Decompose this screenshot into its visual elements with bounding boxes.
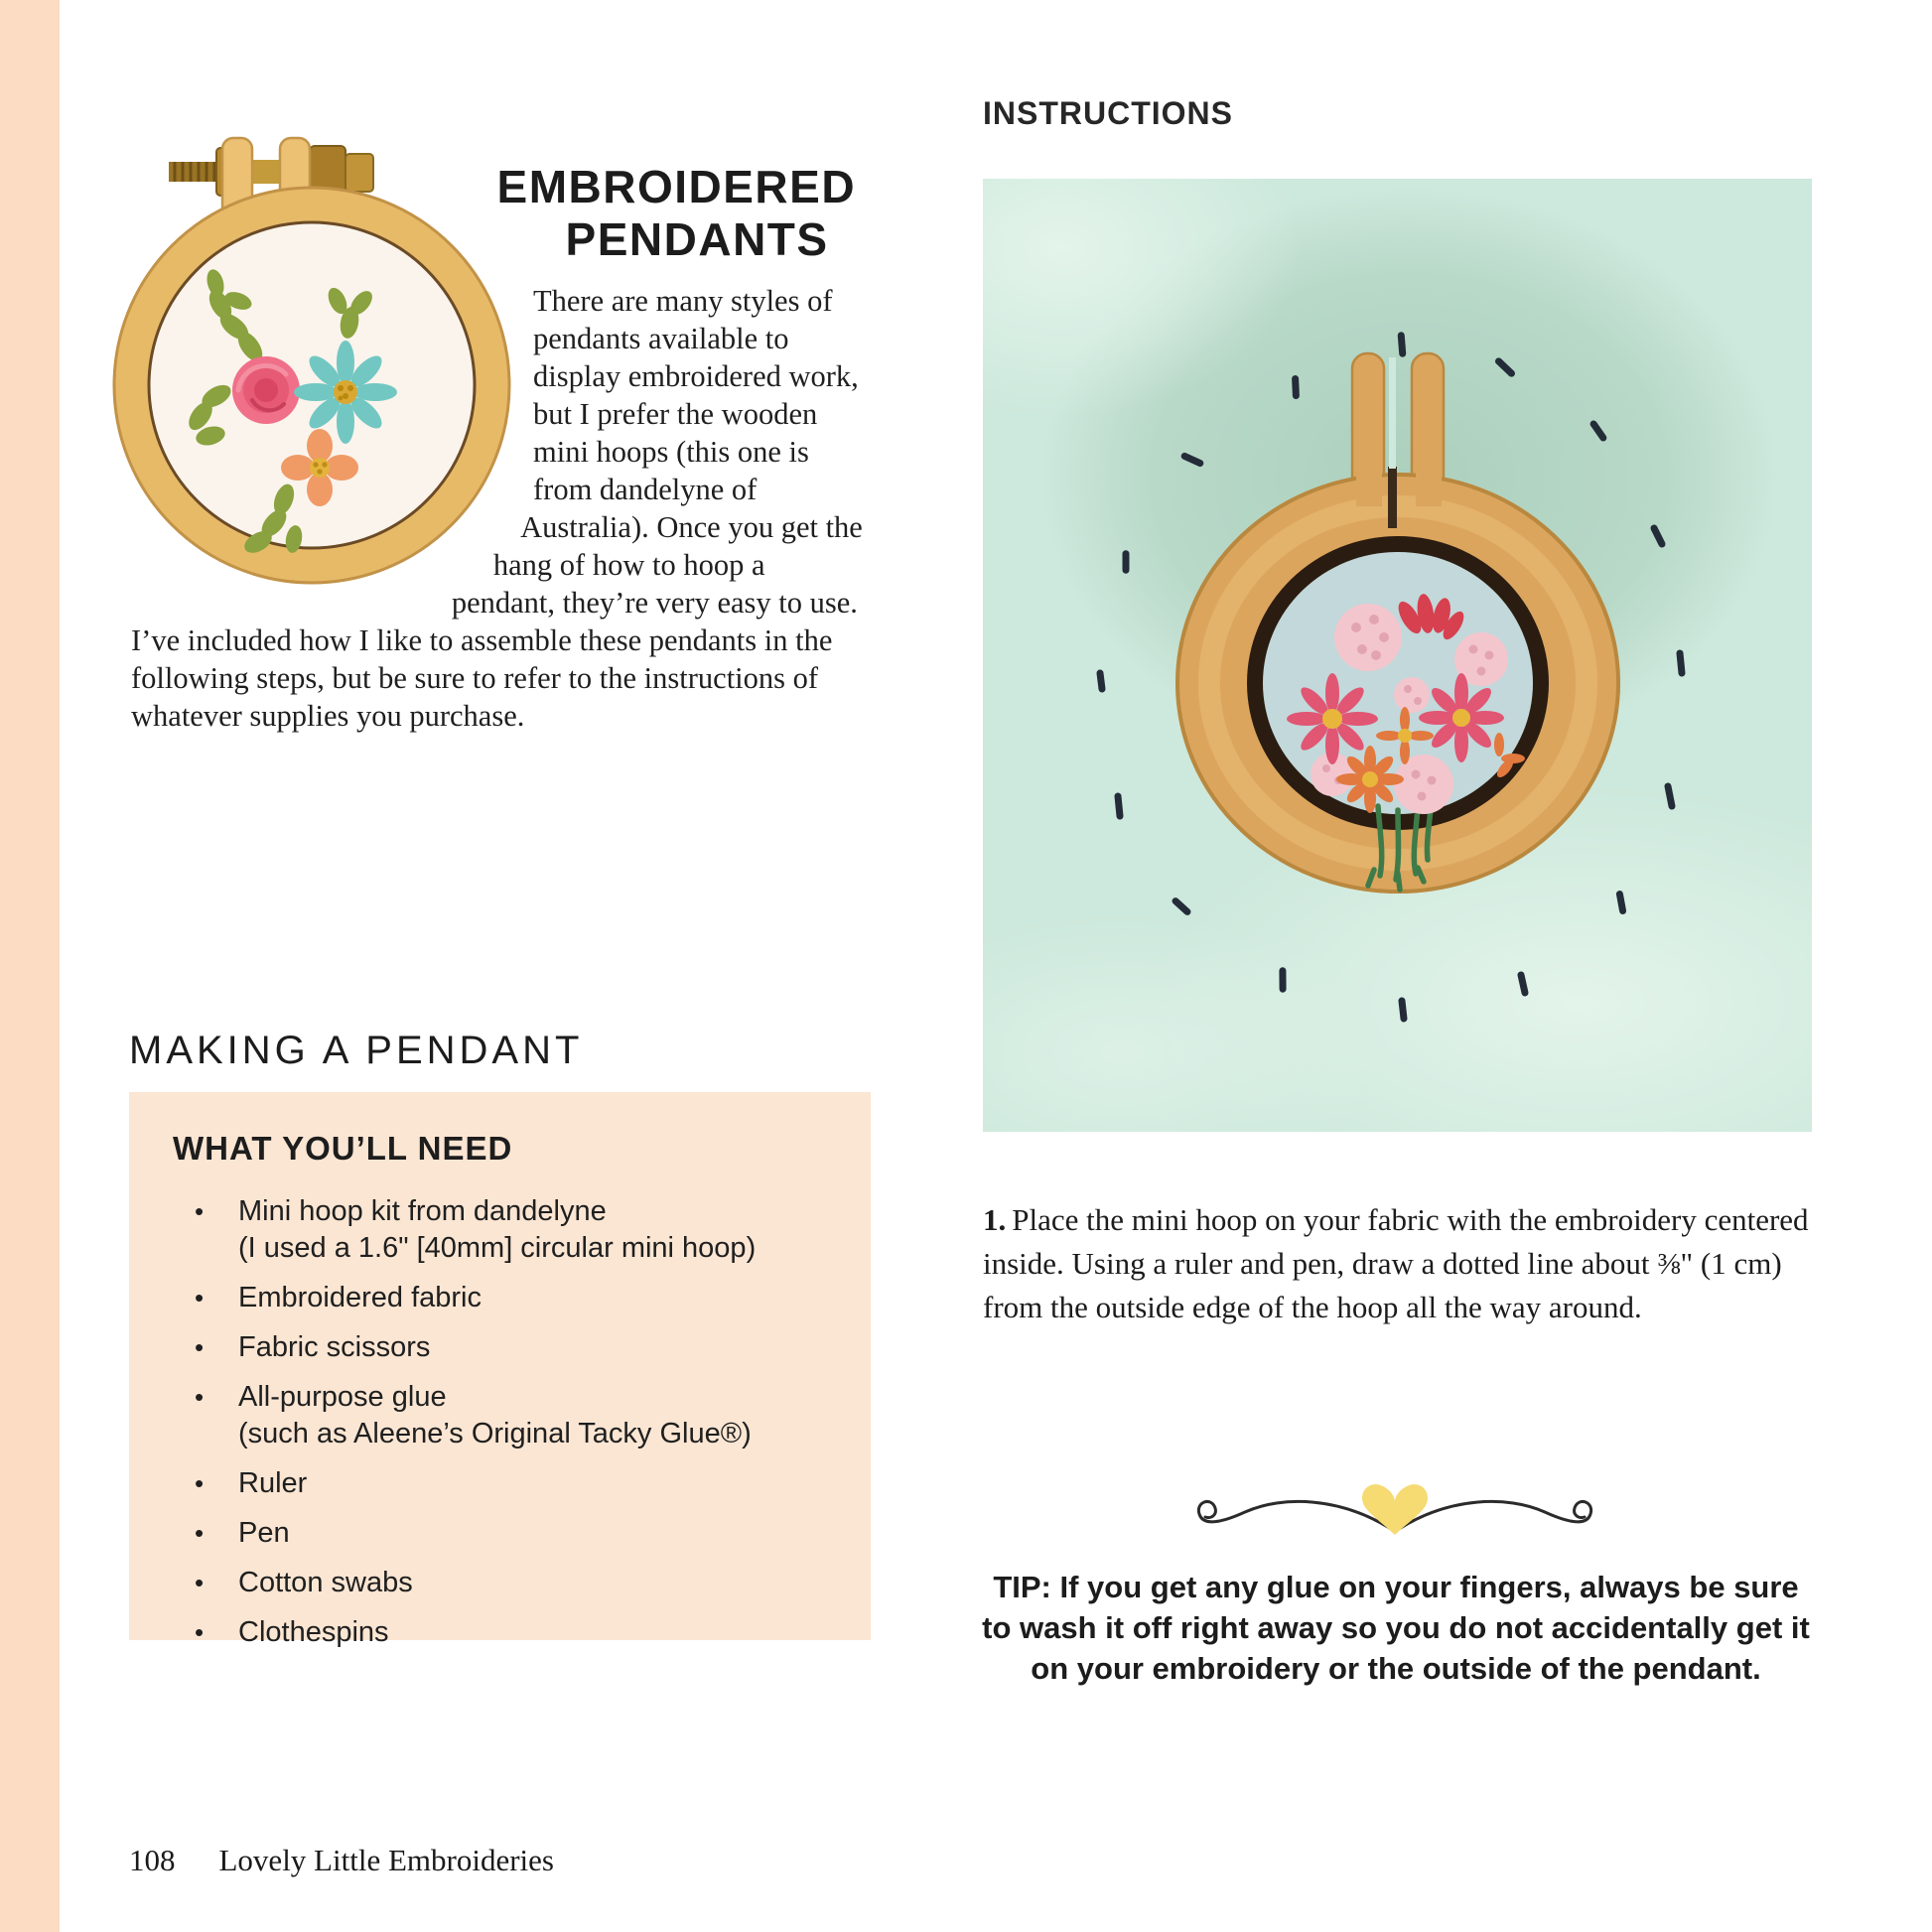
list-item: • Fabric scissors: [173, 1329, 841, 1366]
tip-text: TIP: If you get any glue on your fingers, always be sure to wash it off right away so you do not accidentally get it on your embroidery or the outside of the pendant.: [982, 1570, 1810, 1686]
step-number: 1.: [983, 1202, 1007, 1237]
heart-divider-icon: [1181, 1467, 1608, 1557]
book-title: Lovely Little Embroideries: [218, 1843, 554, 1877]
step1-text: [983, 1198, 1822, 1329]
step-body: Place the mini hoop on your fabric with the embroidery centered inside. Using a ruler and pen, draw a dotted line about ⅜" (1 cm) from the outside edge of the hoop all the way around.: [983, 1202, 1809, 1324]
list-item: • Pen: [173, 1515, 841, 1552]
list-item: • Cotton swabs: [173, 1565, 841, 1601]
materials-box: [129, 1092, 871, 1648]
materials-heading: WHAT YOU’LL NEED: [173, 1130, 513, 1167]
list-item: • All-purpose glue (such as Aleene’s Original Tacky Glue®): [173, 1379, 841, 1452]
section-heading-making-a-pendant: MAKING A PENDANT: [129, 1029, 584, 1072]
page-edge-accent-stripe: [0, 0, 60, 1932]
intro-paragraph: There are many styles of pendants available to display embroidered work, but I prefer the wooden mini hoops (this one is from dandelyne of Australia). Once you get the hang of how to hoop a pendant, they’re very easy to use. I’ve included how I like to assemble these pendants in the following steps, but be sure to refer to the instructions of whatever supplies you purchase.: [131, 284, 863, 733]
section-heading-instructions: INSTRUCTIONS: [983, 95, 1233, 131]
text-wrap-spacer: [131, 147, 533, 609]
step1-photo: [983, 179, 1812, 1132]
list-item: • Clothespins: [173, 1614, 841, 1651]
page-number: 108: [129, 1843, 176, 1877]
materials-list: [173, 1193, 841, 1651]
page-title-line2: PENDANTS: [565, 213, 829, 265]
list-item: • Embroidered fabric: [173, 1280, 841, 1316]
heart-icon: [1362, 1484, 1428, 1535]
page-footer: [129, 1843, 554, 1878]
article-intro: [131, 147, 874, 765]
list-item: • Mini hoop kit from dandelyne (I used a 1.6" [40mm] circular mini hoop): [173, 1193, 841, 1267]
page-title-line1: EMBROIDERED: [496, 161, 857, 212]
list-item: • Ruler: [173, 1465, 841, 1502]
